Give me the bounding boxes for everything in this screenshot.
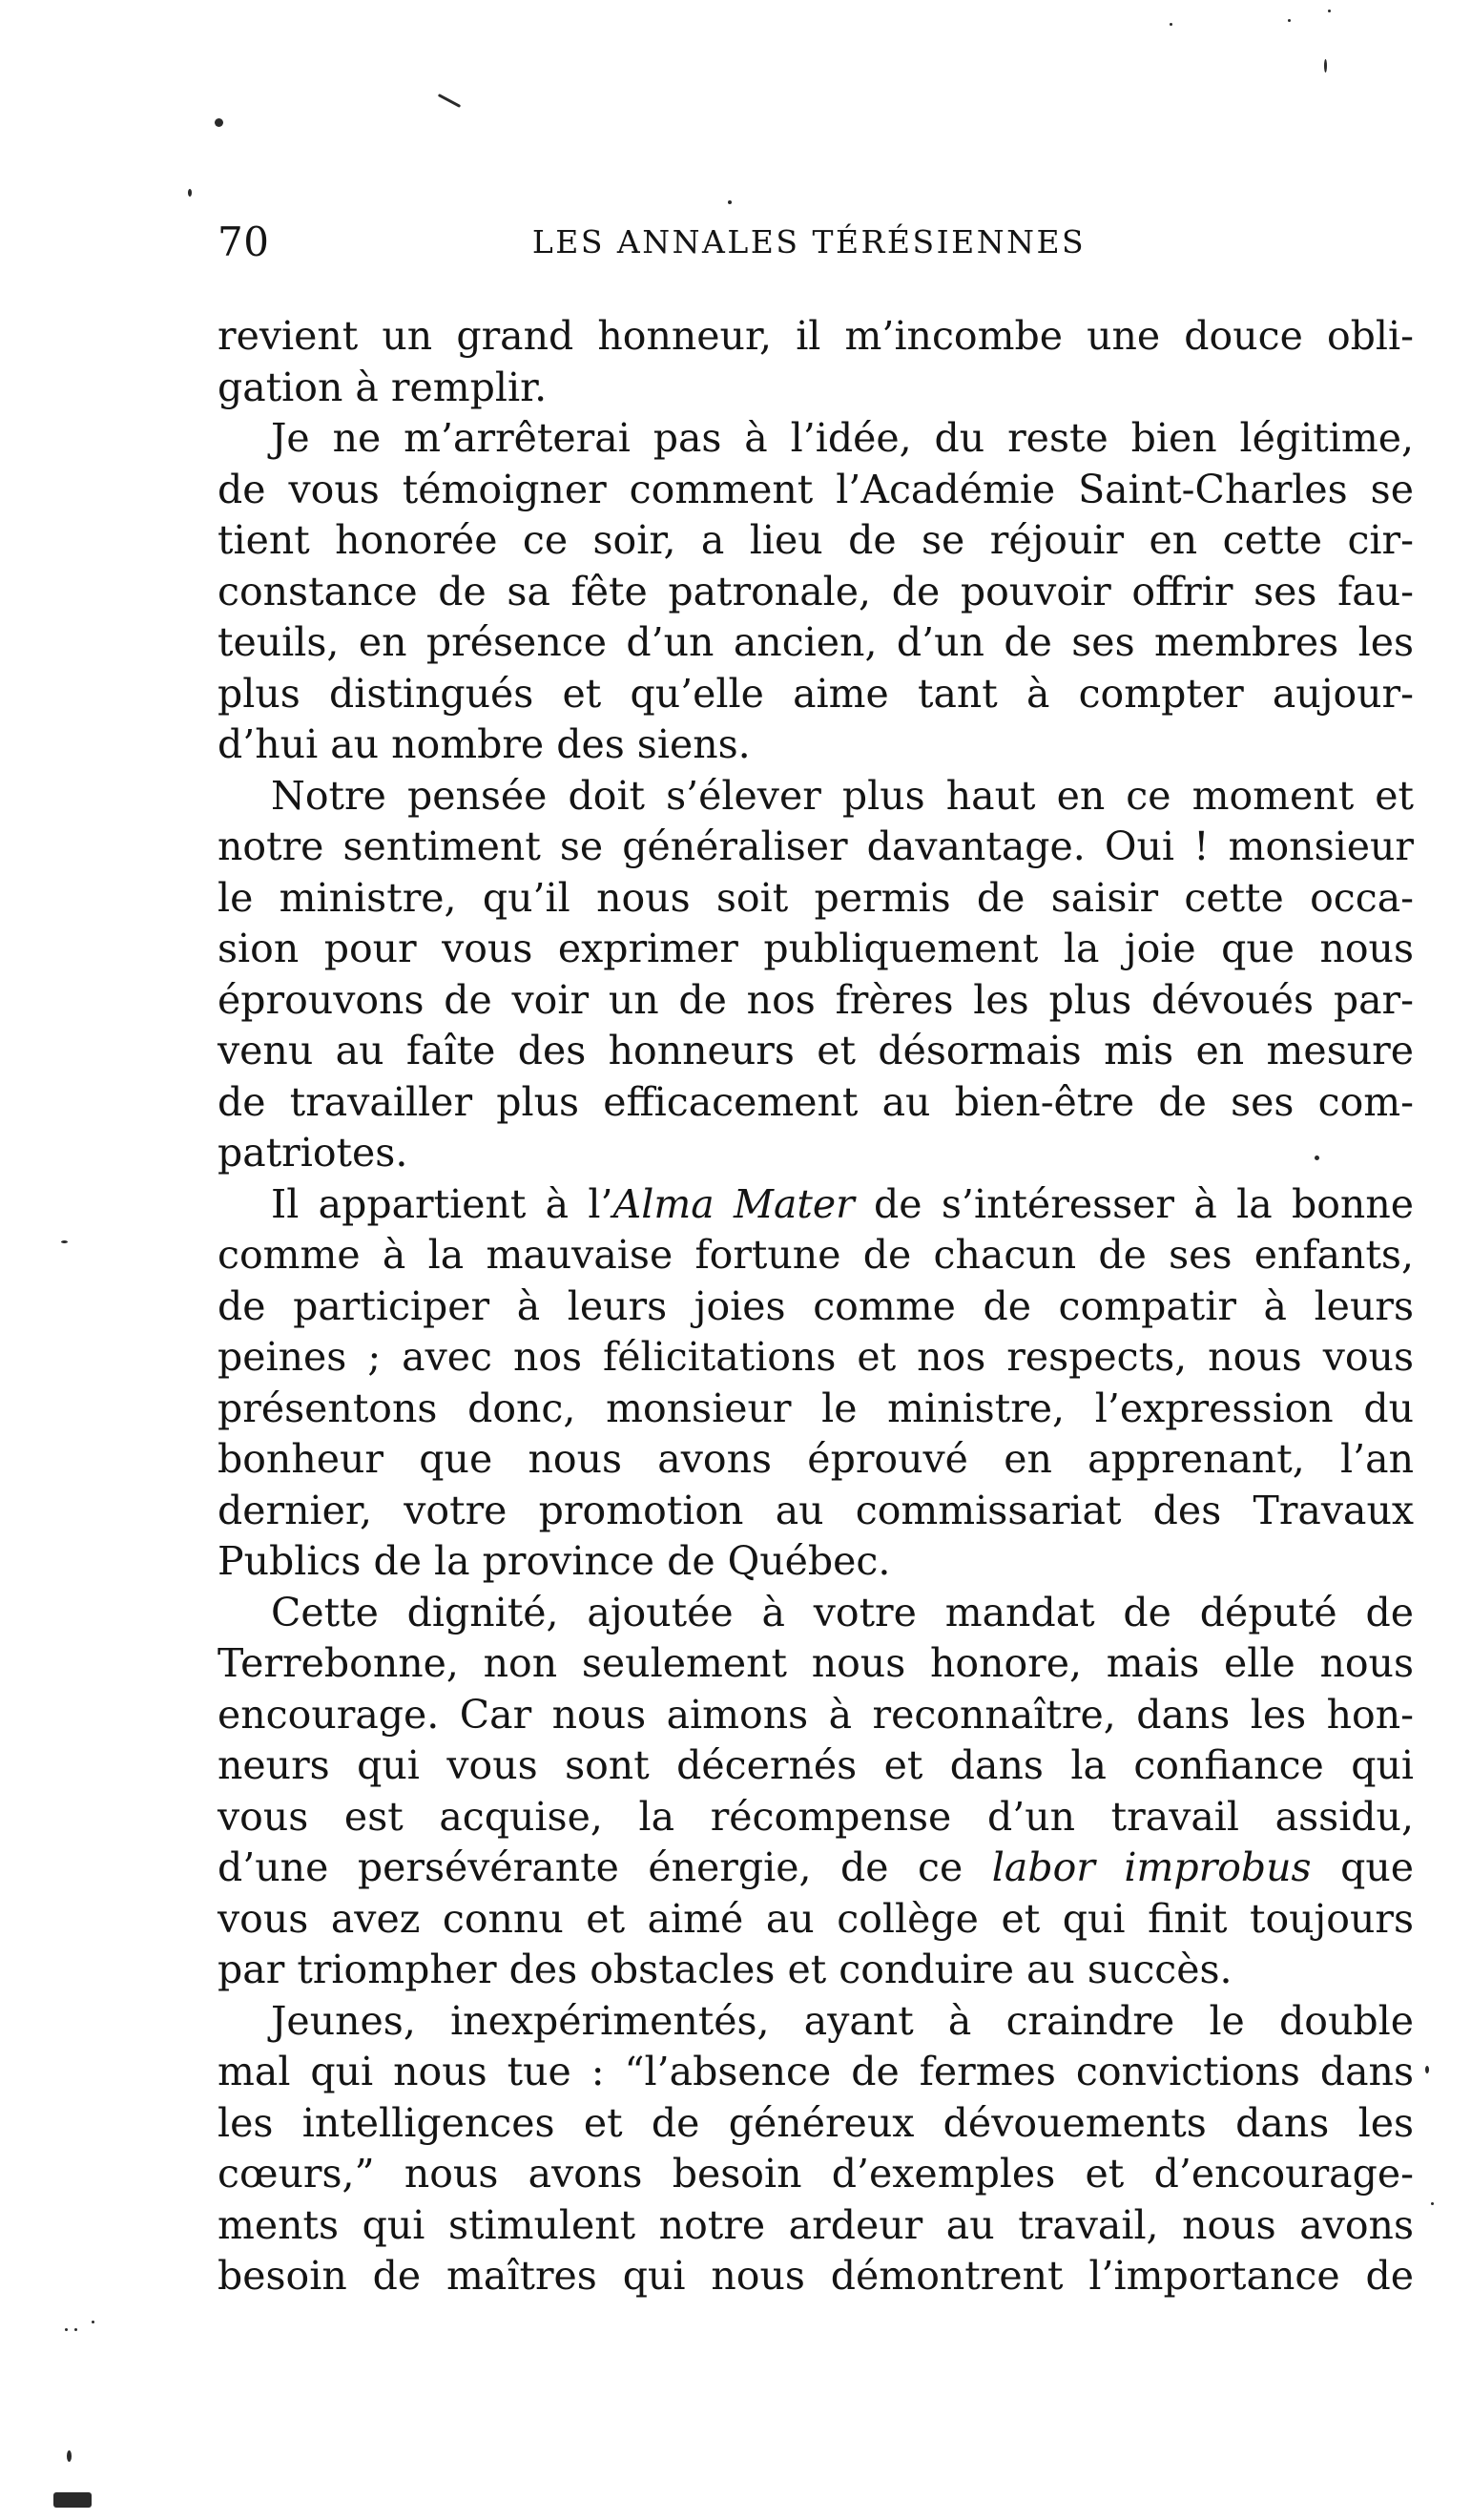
scan-speck <box>215 118 223 127</box>
text-line: notre sentiment se généraliser davantage. Oui ! monsieur <box>218 823 1414 869</box>
scan-speck <box>1288 19 1291 22</box>
text-line: présentons donc, monsieur le ministre, l’expression du <box>218 1385 1414 1431</box>
text-line: Je ne m’arrêterai pas à l’idée, du reste bien légitime, <box>271 415 1414 461</box>
text-line: Terrebonne, non seulement nous honore, mais elle nous <box>218 1640 1414 1686</box>
scan-speck <box>92 2321 94 2323</box>
text-line: vous est acquise, la récompense d’un travail assidu, <box>218 1793 1414 1840</box>
running-title: LES ANNALES TÉRÉSIENNES <box>531 223 1087 260</box>
text-line: venu au faîte des honneurs et désormais mis en mesure <box>218 1028 1414 1073</box>
text-line: dernier, votre promotion au commissariat des Travaux <box>218 1487 1414 1533</box>
text-segment: d’une persévérante énergie, de ce <box>218 1844 992 1890</box>
scan-speck <box>728 200 732 204</box>
text-line <box>218 1843 1414 1894</box>
text-line: comme à la mauvaise fortune de chacun de ses enfants, <box>218 1232 1414 1278</box>
text-line: patriotes. <box>218 1130 408 1176</box>
text-line: d’hui au nombre des siens. <box>218 721 751 767</box>
text-line: plus distingués et qu’elle aime tant à compter aujour- <box>218 670 1414 717</box>
scan-speck <box>67 2450 72 2462</box>
scan-speck <box>1431 2202 1434 2205</box>
scan-speck <box>188 189 192 197</box>
scan-speck <box>438 94 461 108</box>
text-segment: de s’intéresser à la bonne <box>854 1180 1415 1227</box>
text-line: de participer à leurs joies comme de compatir à leurs <box>218 1282 1414 1329</box>
running-head <box>218 214 1400 271</box>
text-line: teuils, en présence d’un ancien, d’un de ses membres les <box>218 619 1414 665</box>
text-line <box>218 1179 1414 1231</box>
text-line: de vous témoigner comment l’Académie Saint-Charles se <box>218 466 1414 512</box>
scan-speck <box>1425 2066 1429 2073</box>
text-line: Cette dignité, ajoutée à votre mandat de député de <box>271 1589 1414 1635</box>
scan-speck <box>1328 10 1331 12</box>
text-line: peines ; avec nos félicitations et nos respects, nous vous <box>218 1334 1414 1380</box>
text-segment: Il appartient à l’ <box>271 1180 613 1227</box>
text-line: besoin de maîtres qui nous démontrent l’importance de <box>218 2253 1414 2299</box>
scan-speck <box>1324 59 1327 73</box>
text-line: bonheur que nous avons éprouvé en apprenant, l’an <box>218 1436 1414 1482</box>
scan-speck <box>61 1240 68 1243</box>
text-line: neurs qui vous sont décernés et dans la confiance qui <box>218 1742 1414 1788</box>
page-number: 70 <box>218 219 270 265</box>
text-line: éprouvons de voir un de nos frères les plus dévoués par- <box>218 976 1414 1023</box>
scan-speck <box>74 2328 77 2331</box>
text-line: sion pour vous exprimer publiquement la joie que nous <box>218 926 1414 971</box>
scan-speck <box>1315 1156 1319 1160</box>
body-text <box>218 311 1414 2302</box>
scan-speck <box>65 2328 68 2331</box>
text-line: Jeunes, inexpérimentés, ayant à craindre le double <box>271 1997 1414 2044</box>
text-line: ments qui stimulent notre ardeur au travail, nous avons <box>218 2201 1414 2248</box>
text-line: par triompher des obstacles et conduire au succès. <box>218 1947 1233 1992</box>
text-line: vous avez connu et aimé au collège et qui finit toujours <box>218 1895 1414 1942</box>
text-line: tient honorée ce soir, a lieu de se réjouir en cette cir- <box>218 517 1414 563</box>
text-line: revient un grand honneur, il m’incombe une douce obli- <box>218 313 1414 359</box>
scan-speck <box>53 2492 92 2508</box>
text-line: de travailler plus efficacement au bien-être de ses com- <box>218 1078 1414 1125</box>
text-line: le ministre, qu’il nous soit permis de saisir cette occa- <box>218 874 1414 921</box>
text-line: encourage. Car nous aimons à reconnaître, dans les hon- <box>218 1691 1414 1738</box>
text-line: Notre pensée doit s’élever plus haut en ce moment et <box>271 772 1414 819</box>
text-segment: que <box>1311 1844 1414 1890</box>
italic-phrase: labor improbus <box>991 1844 1312 1890</box>
text-line: les intelligences et de généreux dévouements dans les <box>218 2099 1414 2146</box>
text-line: mal qui nous tue : “l’absence de fermes convictions dans <box>218 2049 1414 2094</box>
italic-phrase: Alma Mater <box>612 1180 855 1227</box>
text-line: constance de sa fête patronale, de pouvoir offrir ses fau- <box>218 568 1414 614</box>
text-line: cœurs,” nous avons besoin d’exemples et d’encourage- <box>218 2151 1414 2197</box>
scan-speck <box>1170 23 1172 26</box>
text-line: Publics de la province de Québec. <box>218 1538 891 1584</box>
text-line: gation à remplir. <box>218 364 548 410</box>
